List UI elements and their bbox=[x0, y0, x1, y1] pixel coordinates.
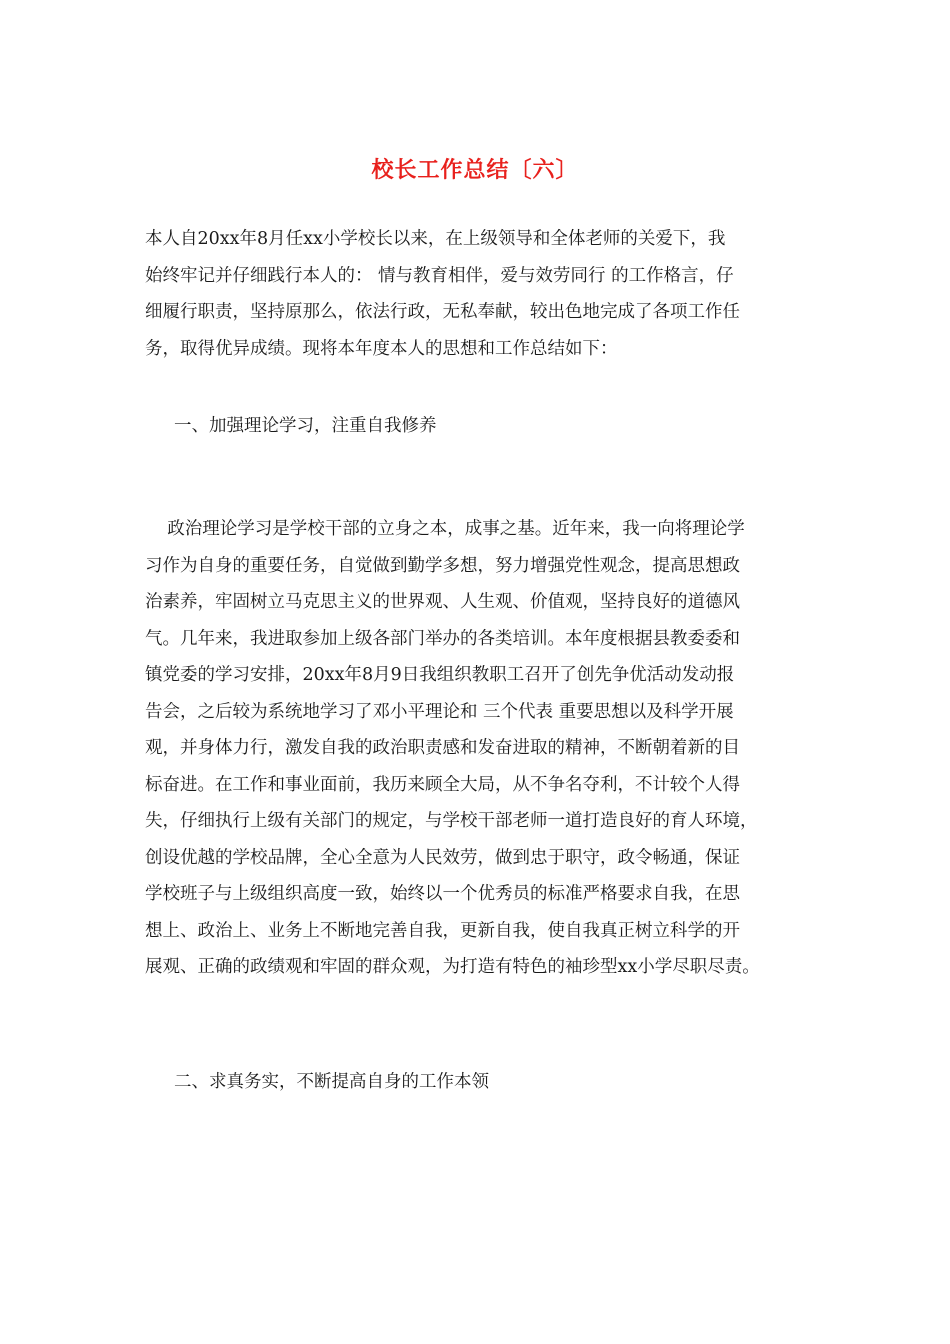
paragraph-line: 镇党委的学习安排，20xx年8月9日我组织教职工召开了创先争优活动发动报 bbox=[145, 665, 735, 685]
paragraph-line: 想上、政治上、业务上不断地完善自我，更新自我，使自我真正树立科学的开 bbox=[145, 920, 740, 941]
paragraph-line: 标奋进。在工作和事业面前，我历来顾全大局，从不争名夺利，不计较个人得 bbox=[145, 774, 740, 795]
intro-paragraph bbox=[145, 221, 740, 367]
intro-line: 本人自20xx年8月任xx小学校长以来，在上级领导和全体老师的关爱下，我 bbox=[145, 229, 726, 249]
paragraph-line: 创设优越的学校品牌，全心全意为人民效劳，做到忠于职守，政令畅通，保证 bbox=[145, 847, 740, 868]
section-heading-1: 一、加强理论学习，注重自我修养 bbox=[174, 416, 437, 436]
intro-line: 始终牢记并仔细践行本人的： 情与教育相伴，爱与效劳同行 的工作格言，仔 bbox=[145, 265, 734, 286]
section-heading-2: 二、求真务实，不断提高自身的工作本领 bbox=[174, 1072, 489, 1092]
paragraph-line: 观，并身体力行，激发自我的政治职责感和发奋进取的精神，不断朝着新的目 bbox=[145, 738, 740, 758]
intro-line: 务，取得优异成绩。现将本年度本人的思想和工作总结如下： bbox=[145, 338, 618, 359]
paragraph-line: 政治理论学习是学校干部的立身之本，成事之基。近年来，我一向将理论学 bbox=[145, 519, 745, 539]
intro-line: 细履行职责，坚持原那么，依法行政，无私奉献，较出色地完成了各项工作任 bbox=[145, 302, 740, 322]
section-1-paragraph bbox=[145, 511, 760, 986]
paragraph-line: 展观、正确的政绩观和牢固的群众观，为打造有特色的袖珍型xx小学尽职尽责。 bbox=[145, 957, 760, 977]
paragraph-line: 学校班子与上级组织高度一致，始终以一个优秀员的标准严格要求自我，在思 bbox=[145, 884, 740, 904]
paragraph-line: 失，仔细执行上级有关部门的规定，与学校干部老师一道打造良好的育人环境， bbox=[145, 811, 758, 831]
paragraph-line: 治素养，牢固树立马克思主义的世界观、人生观、价值观，坚持良好的道德风 bbox=[145, 592, 740, 612]
document-title: 校长工作总结〔六〕 bbox=[371, 157, 579, 183]
paragraph-line: 习作为自身的重要任务，自觉做到勤学多想，努力增强党性观念，提高思想政 bbox=[145, 555, 740, 576]
paragraph-line: 告会，之后较为系统地学习了邓小平理论和 三个代表 重要思想以及科学开展 bbox=[145, 701, 734, 722]
paragraph-line: 气。几年来，我进取参加上级各部门举办的各类培训。本年度根据县教委委和 bbox=[145, 628, 740, 649]
